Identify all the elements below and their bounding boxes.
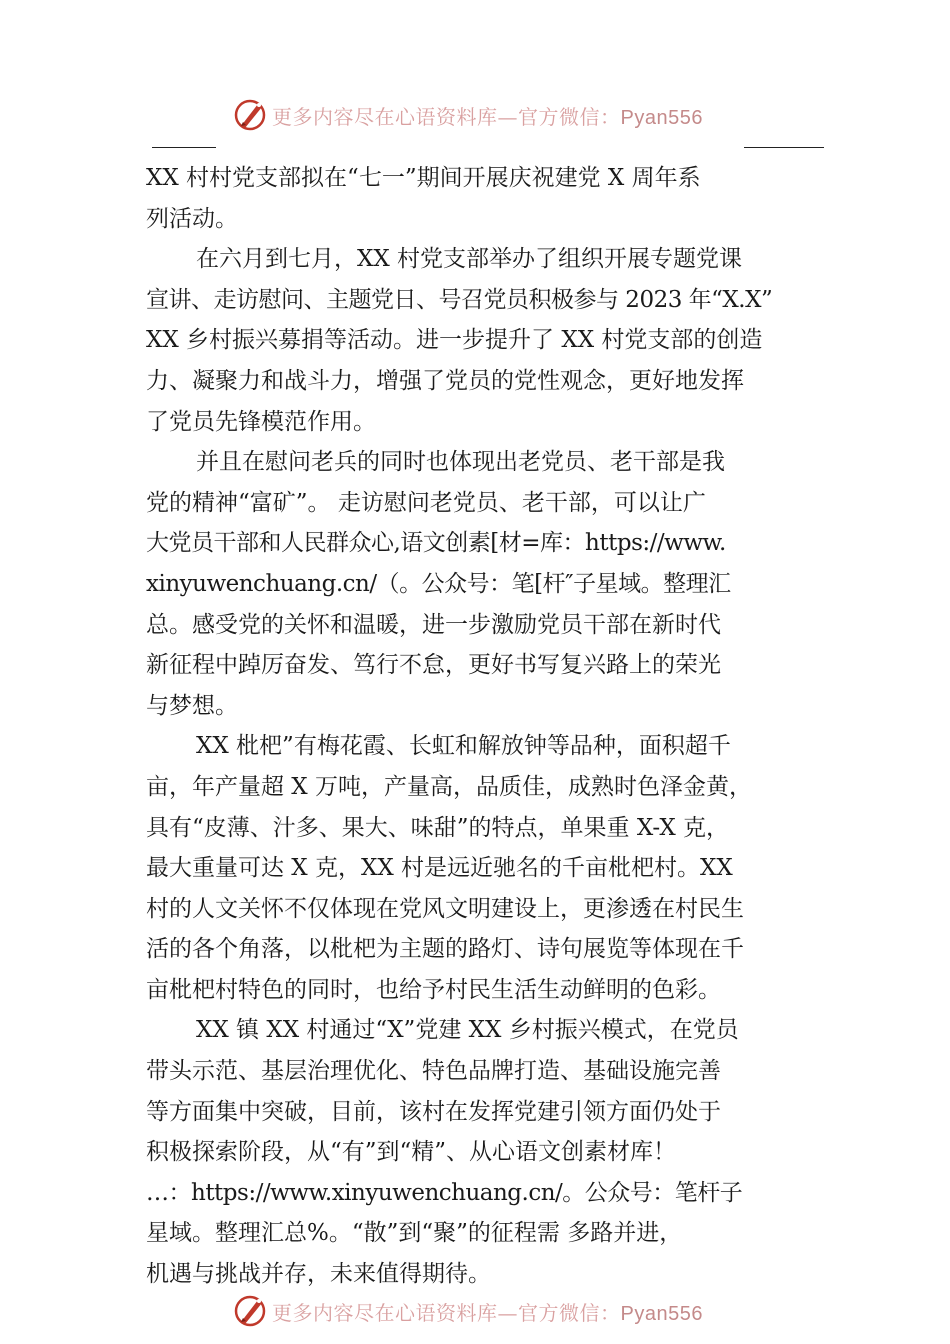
text-line: XX 枇杷”有梅花霞、长虹和解放钟等品种，面积超千 xyxy=(196,733,731,760)
text-line: 村的人文关怀不仅体现在党风文明建设上，更渗透在村民生 xyxy=(146,895,744,922)
text-line: XX 镇 XX 村通过“X”党建 XX 乡村振兴模式，在党员 xyxy=(196,1017,739,1044)
footer-banner[interactable] xyxy=(0,1290,950,1330)
text-line: 星域。整理汇总%。“散”到“聚”的征程需 多路并进， xyxy=(146,1220,683,1247)
text-line: 新征程中踔厉奋发、笃行不怠，更好书写复兴路上的荣光 xyxy=(146,652,721,679)
text-line: 活的各个角落，以枇杷为主题的路灯、诗句展览等体现在千 xyxy=(146,936,744,963)
text-line: 力、凝聚力和战斗力，增强了党员的党性观念，更好地发挥 xyxy=(146,367,744,394)
body-text xyxy=(146,158,818,1295)
text-line: 在六月到七月，XX 村党支部举办了组织开展专题党课 xyxy=(196,246,743,273)
text-line: 具有“皮薄、汁多、果大、味甜”的特点，单果重 X-X 克， xyxy=(146,814,730,841)
text-line: 最大重量可达 X 克，XX 村是远近驰名的千亩枇杷村。XX xyxy=(146,855,733,882)
text-line: XX 村村党支部拟在“七一”期间开展庆祝建党 X 周年系 xyxy=(146,165,701,191)
text-line: 并且在慰问老兵的同时也体现出老党员、老干部是我 xyxy=(196,449,725,476)
text-line: 列活动。 xyxy=(146,205,238,232)
text-line: 等方面集中突破，目前，该村在发挥党建引领方面仍处于 xyxy=(146,1098,721,1125)
text-line: 机遇与挑战并存，未来值得期待。 xyxy=(146,1261,491,1288)
header-rule-left xyxy=(152,147,216,148)
text-line: 大党员干部和人民群众心,语文创素[材=库：https://www. xyxy=(146,530,726,557)
text-line: …：https://www.xinyuwenchuang.cn/。公众号：笔杆子 xyxy=(146,1179,743,1206)
header-wechat-account: Pyan556 xyxy=(620,107,703,129)
text-line: 党的精神“富矿”。 走访慰问老党员、老干部，可以让广 xyxy=(146,489,706,516)
footer-banner-text: 更多内容尽在心语资料库—官方微信：Pyan556 xyxy=(272,1301,703,1325)
header-banner[interactable] xyxy=(0,94,950,134)
header-banner-text: 更多内容尽在心语资料库—官方微信：Pyan556 xyxy=(272,105,703,129)
header-rule-right xyxy=(744,147,824,148)
pen-logo-icon xyxy=(232,96,268,132)
text-line: 亩枇杷村特色的同时，也给予村民生活生动鲜明的色彩。 xyxy=(146,976,721,1003)
text-line: 了党员先锋模范作用。 xyxy=(146,408,376,435)
text-line: XX 乡村振兴募捐等活动。进一步提升了 XX 村党支部的创造 xyxy=(146,327,763,354)
text-line: 宣讲、走访慰问、主题党日、号召党员积极参与 2023 年“X.X” xyxy=(146,286,773,313)
pen-logo-icon xyxy=(232,1292,268,1328)
text-line: 与梦想。 xyxy=(146,692,238,719)
text-line: 亩，年产量超 X 万吨，产量高，品质佳，成熟时色泽金黄， xyxy=(146,773,752,800)
text-line: 总。感受党的关怀和温暖，进一步激励党员干部在新时代 xyxy=(146,611,721,638)
text-line: 带头示范、基层治理优化、特色品牌打造、基础设施完善 xyxy=(146,1058,721,1085)
footer-wechat-account: Pyan556 xyxy=(620,1303,703,1325)
text-line: 积极探索阶段，从“有”到“精”、从心语文创素材库！ xyxy=(146,1139,677,1166)
text-line: xinyuwenchuang.cn/（。公众号：笔[杆″子星域。整理汇 xyxy=(146,570,731,597)
